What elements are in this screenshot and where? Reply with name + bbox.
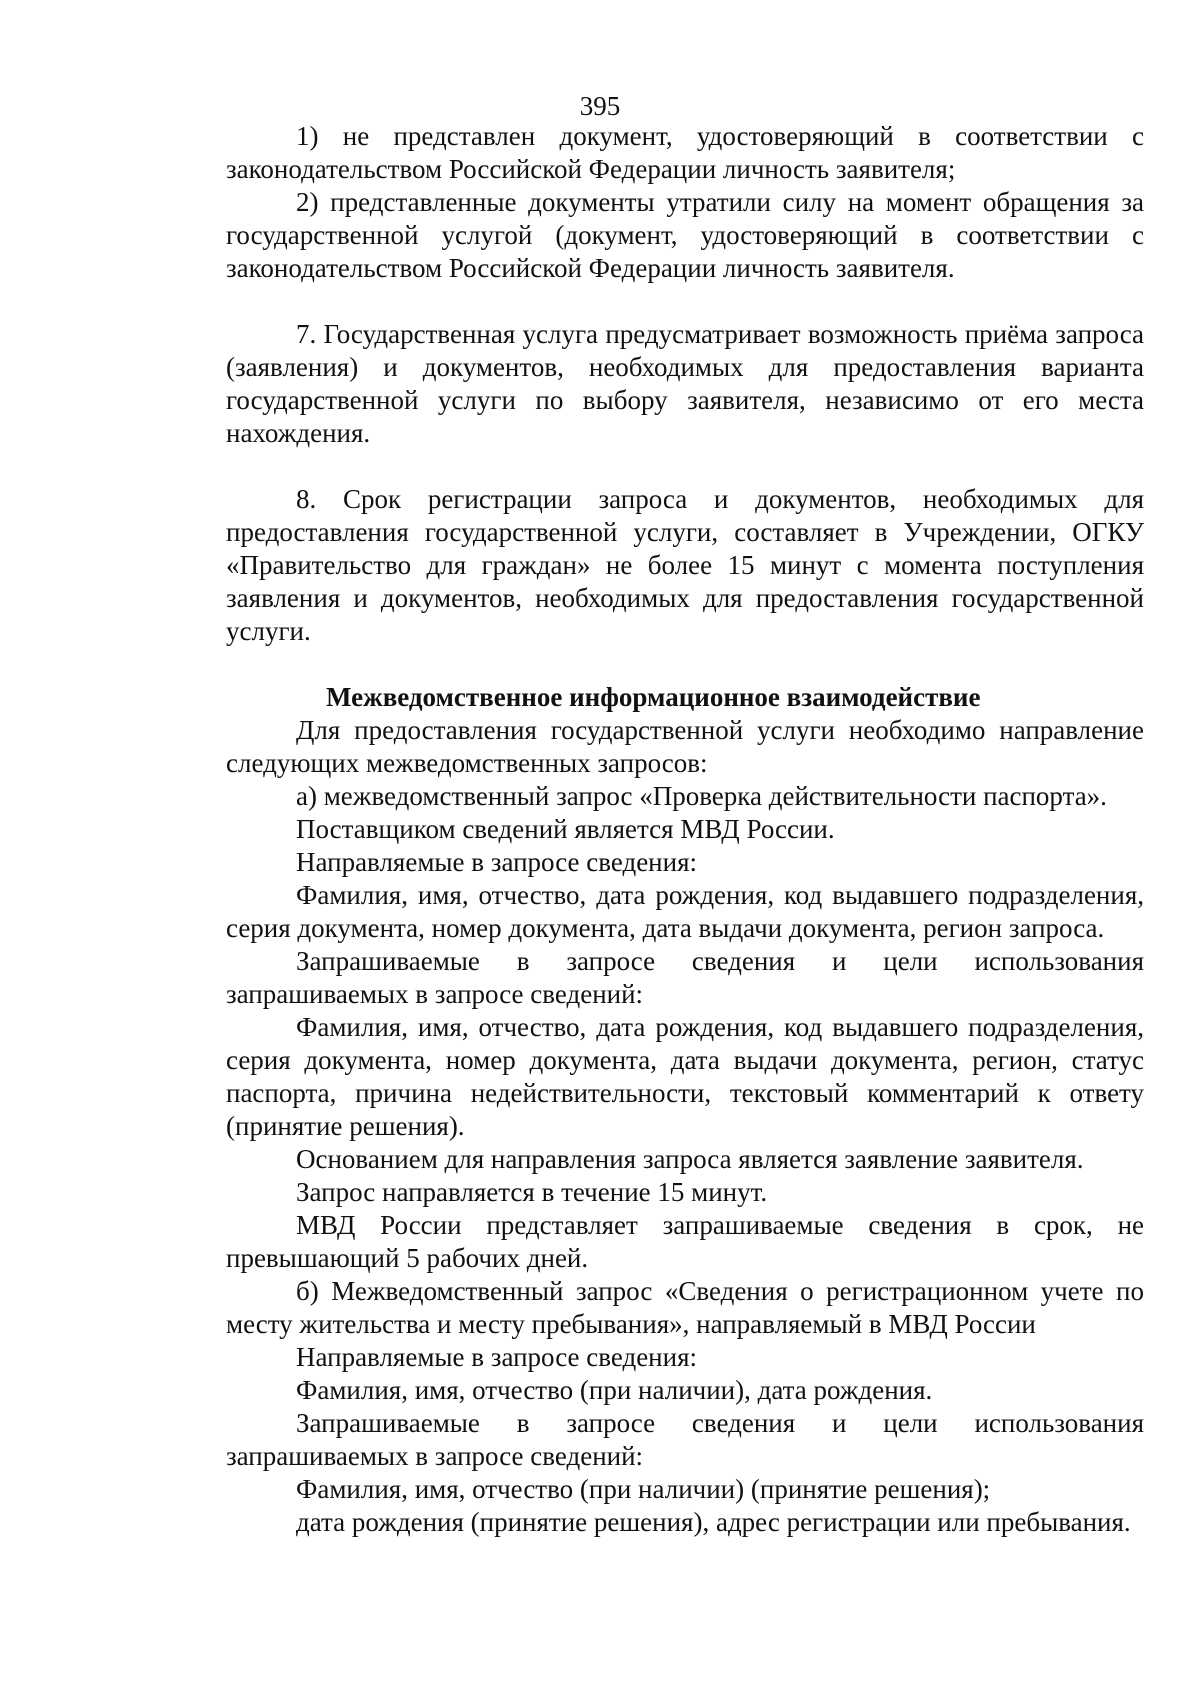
body-paragraph: Основанием для направления запроса является заявление заявителя. xyxy=(296,1144,1084,1174)
page-number: 395 xyxy=(579,91,621,121)
body-paragraph: Направляемые в запросе сведения: xyxy=(296,1342,697,1372)
body-paragraph: Поставщиком сведений является МВД России. xyxy=(296,814,835,844)
body-paragraph: Для предоставления государственной услуги необходимо направление следующих межведомственных запросов: xyxy=(226,715,1144,778)
body-paragraph: дата рождения (принятие решения), адрес регистрации или пребывания. xyxy=(296,1507,1131,1537)
document-body xyxy=(226,120,1144,1539)
body-paragraph: Запрос направляется в течение 15 минут. xyxy=(296,1177,768,1207)
body-paragraph: МВД России представляет запрашиваемые сведения в срок, не превышающий 5 рабочих дней. xyxy=(226,1210,1144,1273)
spacer xyxy=(226,648,1144,681)
body-paragraph: б) Межведомственный запрос «Сведения о регистрационном учете по месту жительства и месту пребывания», направляемый в МВД России xyxy=(226,1276,1144,1339)
body-paragraph: Фамилия, имя, отчество (при наличии), дата рождения. xyxy=(296,1375,933,1405)
body-paragraph: а) межведомственный запрос «Проверка действительности паспорта». xyxy=(296,781,1107,811)
body-paragraph: Запрашиваемые в запросе сведения и цели использования запрашиваемых в запросе сведений: xyxy=(226,1408,1144,1471)
body-paragraph: Направляемые в запросе сведения: xyxy=(296,847,697,877)
paragraph-section-7: 7. Государственная услуга предусматривает возможность приёма запроса (заявления) и документов, необходимых для предоставления варианта государственной услуги по выбору заявителя, независимо от его места нахождения. xyxy=(226,319,1144,448)
body-paragraph: Фамилия, имя, отчество, дата рождения, код выдавшего подразделения, серия документа, номер документа, дата выдачи документа, регион, статус паспорта, причина недействительности, текстовый комментарий к ответу (принятие решения). xyxy=(226,1012,1144,1141)
body-paragraph: Фамилия, имя, отчество (при наличии) (принятие решения); xyxy=(296,1474,991,1504)
section-heading: Межведомственное информационное взаимодействие xyxy=(326,682,981,712)
body-paragraph: Фамилия, имя, отчество, дата рождения, код выдавшего подразделения, серия документа, номер документа, дата выдачи документа, регион запроса. xyxy=(226,880,1144,943)
body-paragraph: Запрашиваемые в запросе сведения и цели использования запрашиваемых в запросе сведений: xyxy=(226,946,1144,1009)
paragraph-section-8: 8. Срок регистрации запроса и документов, необходимых для предоставления государственной услуги, составляет в Учреждении, ОГКУ «Правительство для граждан» не более 15 минут с момента поступления заявления и документов, необходимых для предоставления государственной услуги. xyxy=(226,484,1144,646)
paragraph-item-2: 2) представленные документы утратили силу на момент обращения за государственной услугой (документ, удостоверяющий в соответствии с законодательством Российской Федерации личность заявителя. xyxy=(226,187,1144,283)
spacer xyxy=(226,285,1144,318)
spacer xyxy=(226,450,1144,483)
paragraph-item-1: 1) не представлен документ, удостоверяющий в соответствии с законодательством Российской Федерации личность заявителя; xyxy=(226,121,1144,184)
